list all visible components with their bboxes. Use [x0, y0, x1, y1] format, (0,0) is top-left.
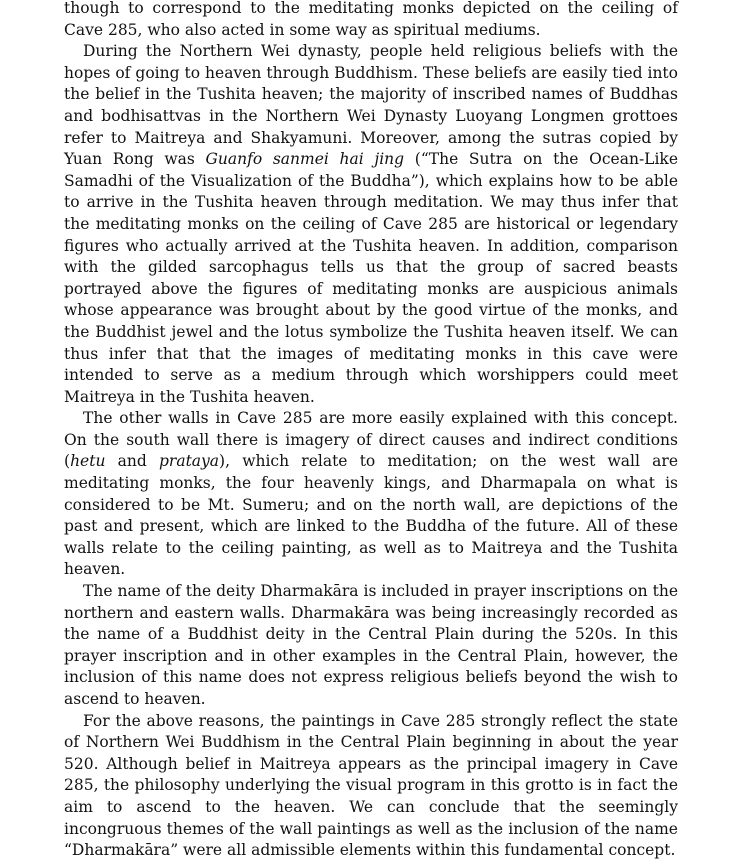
paragraph-text: ), which relate to meditation; on the west wall are meditating monks, the four heavenly kings, and Dharmapala on what is considered to be Mt. Sumeru; and on the north wall, are depictions of the past and present, which are linked to the Buddha of the future. All of these walls relate to the ceiling painting, as well as to Maitreya and the Tushita heaven. — [64, 452, 678, 579]
body-paragraph — [64, 0, 678, 41]
italic-term: hetu — [70, 452, 106, 471]
paragraph-text: During the Northern Wei dynasty, people held religious beliefs with the hopes of going to heaven through Buddhism. These beliefs are easily tied into the belief in the Tushita heaven; the majority of inscribed names of Buddhas and bodhisattvas in the Northern Wei Dynasty Luoyang Longmen grottoes refer to Maitreya and Shakyamuni. Moreover, among the sutras copied by Yuan Rong was — [64, 42, 678, 169]
page-body — [64, 0, 678, 862]
body-paragraph — [64, 581, 678, 711]
italic-term: Guanfo sanmei hai jing — [205, 150, 405, 169]
paragraph-text: and — [105, 452, 159, 471]
paragraph-text: (“The Sutra on the Ocean-Like Samadhi of the Visualization of the Buddha”), which explains how to be able to arrive in the Tushita heaven through meditation. We may thus infer that the meditating monks on the ceiling of Cave 285 are historical or legendary figures who actually arrived at the Tushita heaven. In addition, comparison with the gilded sarcophagus tells us that the group of sacred beasts portrayed above the figures of meditating monks are auspicious animals whose appearance was brought about by the good virtue of the monks, and the Buddhist jewel and the lotus symbolize the Tushita heaven itself. We can thus infer that that the images of meditating monks in this cave were intended to serve as a medium through which worshippers could meet Maitreya in the Tushita heaven. — [64, 150, 678, 406]
body-paragraph — [64, 41, 678, 408]
body-paragraph — [64, 711, 678, 862]
paragraph-text: The name of the deity Dharmakāra is included in prayer inscriptions on the northern and eastern walls. Dharmakāra was being increasingly recorded as the name of a Buddhist deity in the Central Plain during the 520s. In this prayer inscription and in other examples in the Central Plain, however, the inclusion of this name does not express religious beliefs beyond the wish to ascend to heaven. — [64, 582, 678, 708]
body-paragraph — [64, 408, 678, 581]
paragraph-text: though to correspond to the meditating monks depicted on the ceiling of Cave 285, who also acted in some way as spiritual mediums. — [64, 0, 678, 39]
paragraph-text: The other walls in Cave 285 are more easily explained with this concept. On the south wall there is imagery of direct causes and indirect conditions ( — [64, 409, 678, 471]
paragraph-text: For the above reasons, the paintings in Cave 285 strongly reflect the state of Northern Wei Buddhism in the Central Plain beginning in about the year 520. Although belief in Maitreya appears as the principal imagery in Cave 285, the philosophy underlying the visual program in this grotto is in fact the aim to ascend to the heaven. We can conclude that the seemingly incongruous themes of the wall paintings as well as the inclusion of the name “Dharmakāra” were all admissible elements within this fundamental concept. — [64, 711, 678, 860]
italic-term: prataya — [159, 452, 220, 471]
